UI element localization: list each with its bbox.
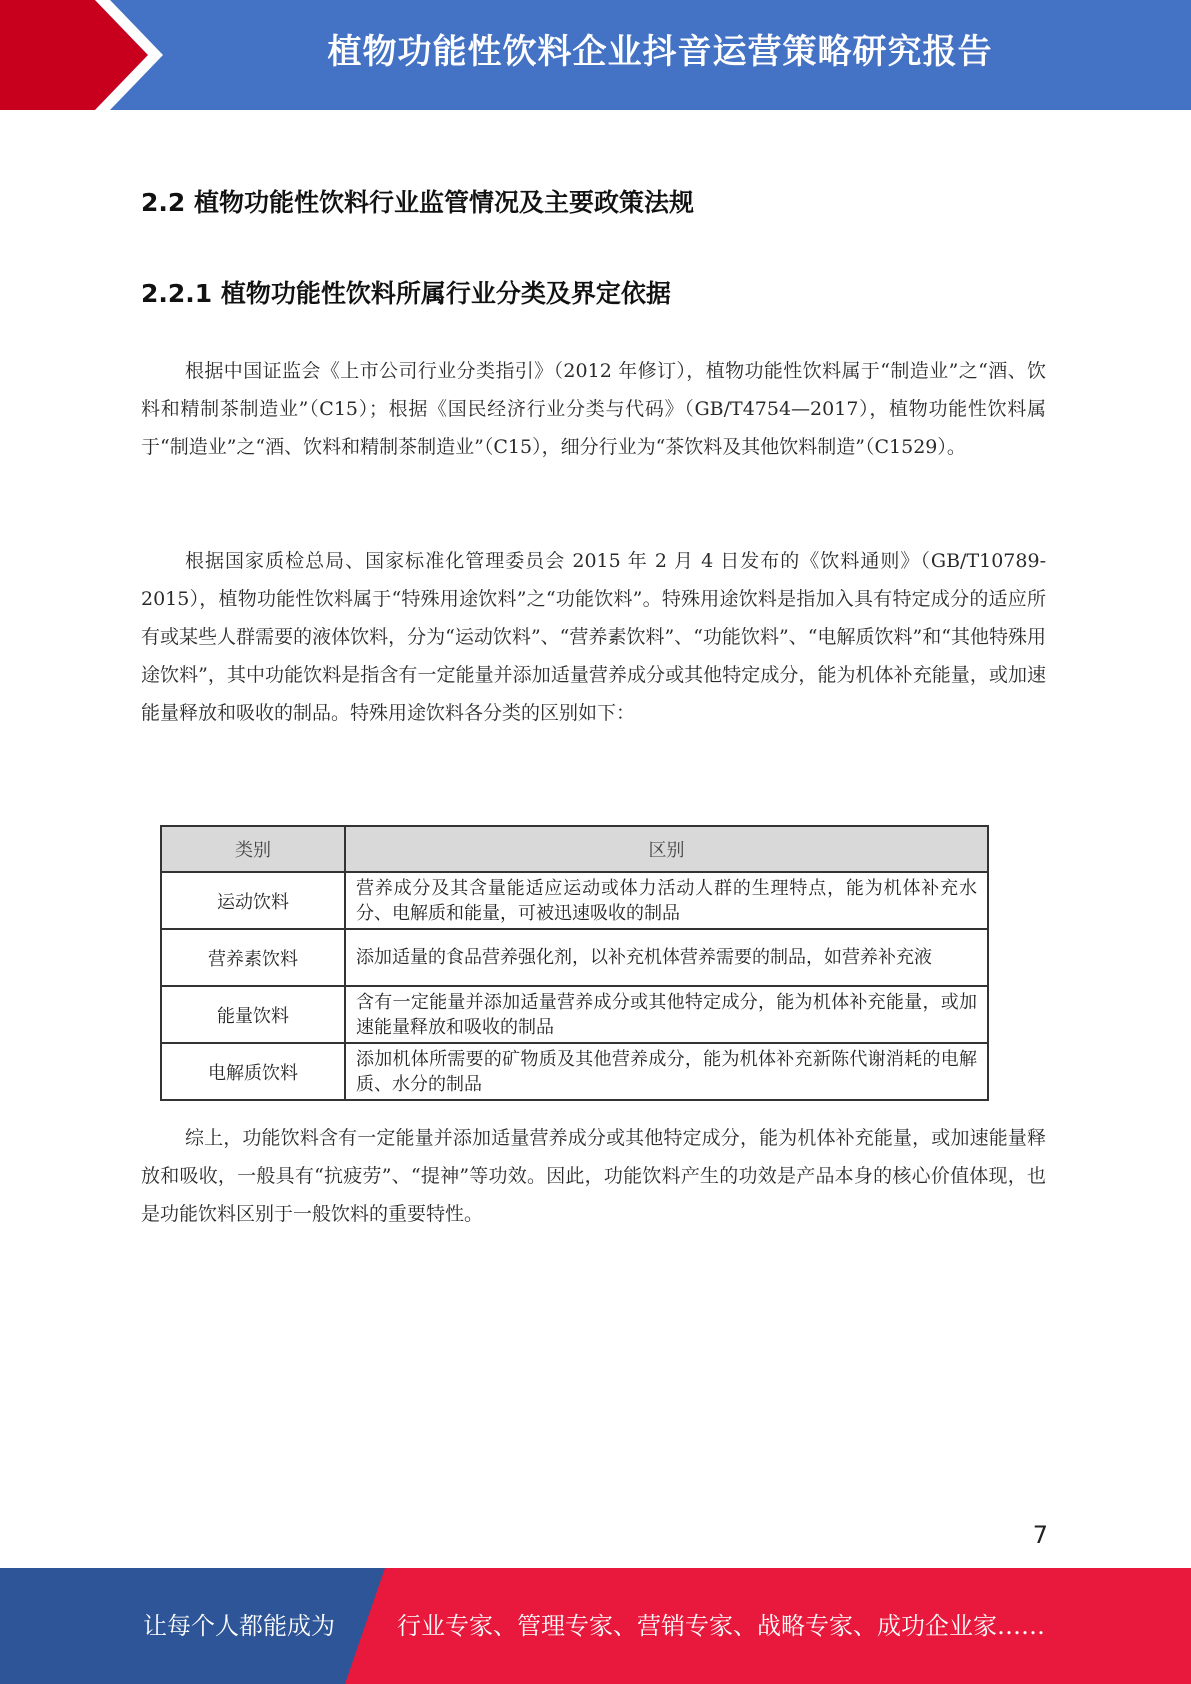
category-cell: 电解质饮料 [161, 1043, 345, 1100]
description-cell: 含有一定能量并添加适量营养成分或其他特定成分，能为机体补充能量，或加速能量释放和吸收的制品 [345, 986, 988, 1043]
category-cell: 能量饮料 [161, 986, 345, 1043]
beverage-category-table [160, 825, 989, 1101]
paragraph-beverage-standard: 根据国家质检总局、国家标准化管理委员会 2015 年 2 月 4 日发布的《饮料通则》（GB/T10789-2015），植物功能性饮料属于“特殊用途饮料”之“功能饮料”。特殊用途饮料是指加入具有特定成分的适应所有或某些人群需要的液体饮料，分为“运动饮料”、“营养素饮料”、“功能饮料”、“电解质饮料”和“其他特殊用途饮料”，其中功能饮料是指含有一定能量并添加适量营养成分或其他特定成分，能为机体补充能量，或加速能量释放和吸收的制品。特殊用途饮料各分类的区别如下： [141, 550, 1046, 724]
paragraph-summary: 综上，功能饮料含有一定能量并添加适量营养成分或其他特定成分，能为机体补充能量，或加速能量释放和吸收，一般具有“抗疲劳”、“提神”等功效。因此，功能饮料产生的功效是产品本身的核心价值体现，也是功能饮料区别于一般饮料的重要特性。 [141, 1127, 1046, 1225]
footer-slogan-left: 让每个人都能成为 [143, 1612, 335, 1640]
paragraph-industry-classification: 根据中国证监会《上市公司行业分类指引》（2012 年修订），植物功能性饮料属于“制造业”之“酒、饮料和精制茶制造业”（C15）；根据《国民经济行业分类与代码》（GB/T4754—2017），植物功能性饮料属于“制造业”之“酒、饮料和精制茶制造业”（C15），细分行业为“茶饮料及其他饮料制造”（C1529）。 [141, 360, 1046, 458]
section-heading: 2.2 植物功能性饮料行业监管情况及主要政策法规 [141, 188, 694, 217]
report-title: 植物功能性饮料企业抖音运营策略研究报告 [327, 32, 993, 72]
column-header-category: 类别 [161, 826, 345, 872]
table-row [161, 929, 988, 986]
subsection-heading: 2.2.1 植物功能性饮料所属行业分类及界定依据 [141, 279, 671, 308]
column-header-difference: 区别 [345, 826, 988, 872]
page-footer [0, 1568, 1191, 1684]
page-number: 7 [1032, 1521, 1048, 1549]
category-cell: 营养素饮料 [161, 929, 345, 986]
page-header [0, 0, 1191, 110]
table-row [161, 986, 988, 1043]
description-cell: 添加机体所需要的矿物质及其他营养成分，能为机体补充新陈代谢消耗的电解质、水分的制品 [345, 1043, 988, 1100]
table-header-row [161, 826, 988, 872]
table-row [161, 1043, 988, 1100]
description-cell: 添加适量的食品营养强化剂，以补充机体营养需要的制品，如营养补充液 [345, 929, 988, 986]
description-cell: 营养成分及其含量能适应运动或体力活动人群的生理特点，能为机体补充水分、电解质和能量，可被迅速吸收的制品 [345, 872, 988, 929]
table-row [161, 872, 988, 929]
category-cell: 运动饮料 [161, 872, 345, 929]
footer-slogan-right: 行业专家、管理专家、营销专家、战略专家、成功企业家…… [397, 1612, 1045, 1640]
